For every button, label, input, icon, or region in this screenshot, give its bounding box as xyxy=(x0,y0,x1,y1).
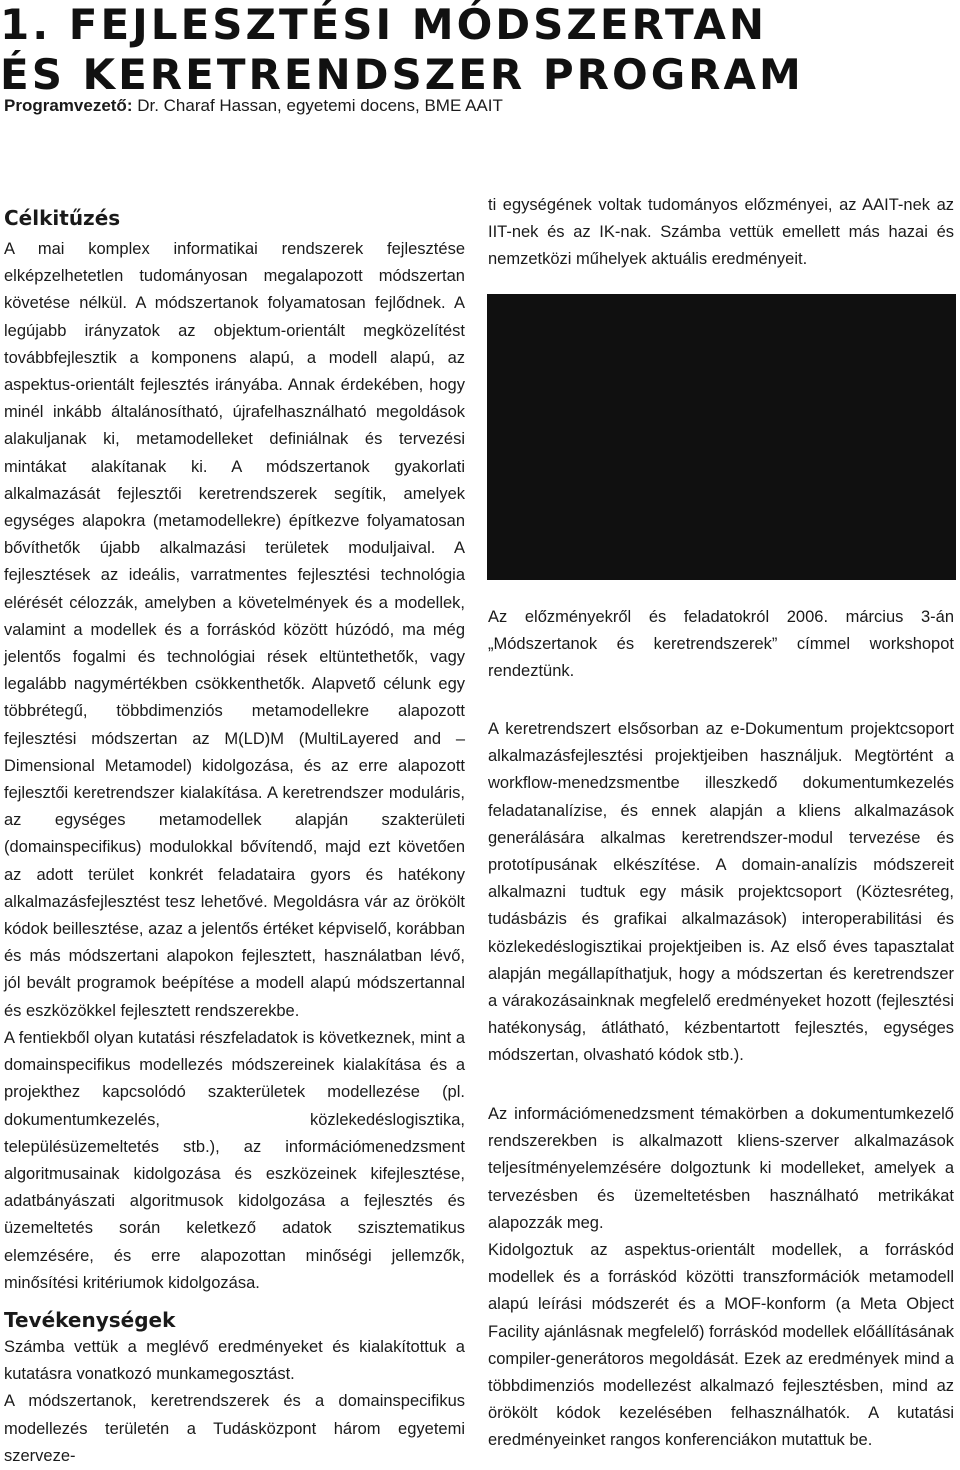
right-continuation xyxy=(488,192,954,274)
workshop-paragraph: Az előzményekről és feladatokról 2006. március 3-án „Módszertanok és keretrendszerek” címmel workshopot rendeztünk. xyxy=(488,608,954,681)
heading-celkituzes: Célkitűzés xyxy=(4,206,121,230)
tevekenysegek-paragraph-2-end: ti egységének voltak tudományos előzményei, az AAIT-nek az IIT-nek és az IK-nak. Számba vettük emellett más hazai és nemzetközi műhelyek aktuális eredményeit. xyxy=(488,196,954,269)
left-column xyxy=(4,236,465,1297)
program-leader xyxy=(4,95,503,117)
celkituzes-paragraph-1: A mai komplex informatikai rendszerek fejlesztése elképzelhetetlen tudományosan megalapozott módszertan követése nélkül. A módszertanok folyamatosan fejlődnek. A legújabb irányzatok az objektum-orientált megközelítést továbbfejlesztik a komponens alapú, a modell alapú, az aspektus-orientált fejlesztés irányába. Annak érdekében, hogy minél inkább általánosítható, újrafelhasználható megoldások alakuljanak ki, metamodelleket definiálnak és tervezési mintákat alakítanak ki. A módszertanok gyakorlati alkalmazását fejlesztői keretrendszerek segítik, amelyek egységes alapokra (metamodellekre) építkezve folyamatosan bővíthetők újabb alkalmazási területek moduljaival. A fejlesztések az ideális, varratmentes fejlesztési technológia elérését célozzák, amelyben a követelmények és a modellek, valamint a modellek és a forráskód között húzódó, ma még jelentős fogalmi és technológiai rések eltüntethetők, vagy legalább nagymértékben csökkenthetők. Alapvető célunk egy többrétegű, többdimenziós metamodellekre alapozott fejlesztési módszertan az M(LD)M (MultiLayered and –Dimensional Metamodel) kidolgozása, és az erre alapozott fejlesztői keretrendszer kialakítása. A keretrendszer moduláris, az egységes metamodellek alapján szakterületi (domainspecifikus) modulokkal bővítendő, majd ezt követően az adott terület konkrét feladataira gyors és hatékony alkalmazásfejlesztést tesz lehetővé. Megoldásra vár az örökölt kódok beillesztése, azaz a jelentős értéket képviselő, korábban és más módszertani alapokon fejlesztett, használatban lévő, jól bevált programok beépítése a modell alapú módszertannal és eszközökkel fejlesztett rendszerekbe. xyxy=(4,240,465,1020)
heading-tevekenysegek: Tevékenységek xyxy=(4,1308,176,1332)
tevekenysegek-paragraph-2-start: A módszertanok, keretrendszerek és a domainspecifikus modellezés területén a Tudásközpont három egyetemi szerveze- xyxy=(4,1392,465,1465)
tevekenysegek-paragraph-1: Számba vettük a meglévő eredményeket és kialakítottuk a kutatásra vonatkozó munkamegosztást. xyxy=(4,1338,465,1384)
information-management-paragraph: Az információmenedzsment témakörben a dokumentumkezelő rendszerekben is alkalmazott kliens-szerver alkalmazások teljesítményelemzésére dolgoztunk ki modelleket, amelyek a tervezésben és üzemeltetésben használható metrikákat alapozzák meg. xyxy=(488,1105,954,1232)
celkituzes-paragraph-2: A fentiekből olyan kutatási részfeladatok is következnek, mint a domainspecifikus modellezés módszereinek kialakítása és a projekthez kapcsolódó szakterületek modellezése (pl. dokumentumkezelés, közlekedéslogisztika, településüzemeltetés stb.), az információmenedzsment algoritmusainak kidolgozása és eszközeinek kifejlesztése, adatbányászati algoritmusok kidolgozása a fejlesztés és üzemeltetés során keletkező adatok szisztematikus elemzésére, és erre alapozottan minőségi jellemzők, minősítési kritériumok kidolgozása. xyxy=(4,1028,465,1292)
program-leader-value: Dr. Charaf Hassan, egyetemi docens, BME AAIT xyxy=(132,96,503,115)
aspect-oriented-paragraph: Kidolgoztuk az aspektus-orientált modellek, a forráskód modellek és a forráskód közötti transzformációk metamodell alapú leírási módszerét és a MOF-konform (a Meta Object Facility ajánlásnak megfelelő) forráskód modellek előállításának compiler-generátoros megoldását. Ezek az eredmények mind a többdimenziós modellezést alkalmazó fejlesztésben, mind az örökölt kódok kezelésében felhasználhatók. A kutatási eredményeinket rangos konferenciákon mutattuk be. xyxy=(488,1241,954,1450)
right-information-management xyxy=(488,1101,954,1455)
photo-placeholder xyxy=(487,294,956,580)
document-title xyxy=(0,0,960,100)
right-framework xyxy=(488,716,954,1070)
framework-paragraph: A keretrendszert elsősorban az e-Dokumentum projektcsoport alkalmazásfejlesztési projektjeiben használjuk. Megtörtént a workflow-menedzsmentbe illeszkedő dokumentumkezelés feladatanalízise, és ennek alapján a kliens alkalmazások generálására alkalmas keretrendszer-modul tervezése és prototípusának elkészítése. A domain-analízis módszereit alkalmazni tudtuk egy másik projektcsoport (Köztesréteg, tudásbázis és grafikai alkalmazások) interoperabilitási és közlekedéslogisztikai projektjeiben is. Az első éves tapasztalat alapján megállapíthatjuk, hogy a módszertan és keretrendszer a várakozásainknak megfelelő eredményeket hozott (fejlesztési hatékonyság, átlátható, kézbentartott fejlesztés, egységes módszertan, olvasható kódok stb.). xyxy=(488,720,954,1065)
title-line-2: ÉS KERETRENDSZER PROGRAM xyxy=(0,50,804,99)
title-line-1: 1. FEJLESZTÉSI MÓDSZERTAN xyxy=(0,0,768,49)
right-workshop xyxy=(488,604,954,686)
tevekenysegek-text xyxy=(4,1334,465,1470)
program-leader-label: Programvezető: xyxy=(4,96,133,115)
